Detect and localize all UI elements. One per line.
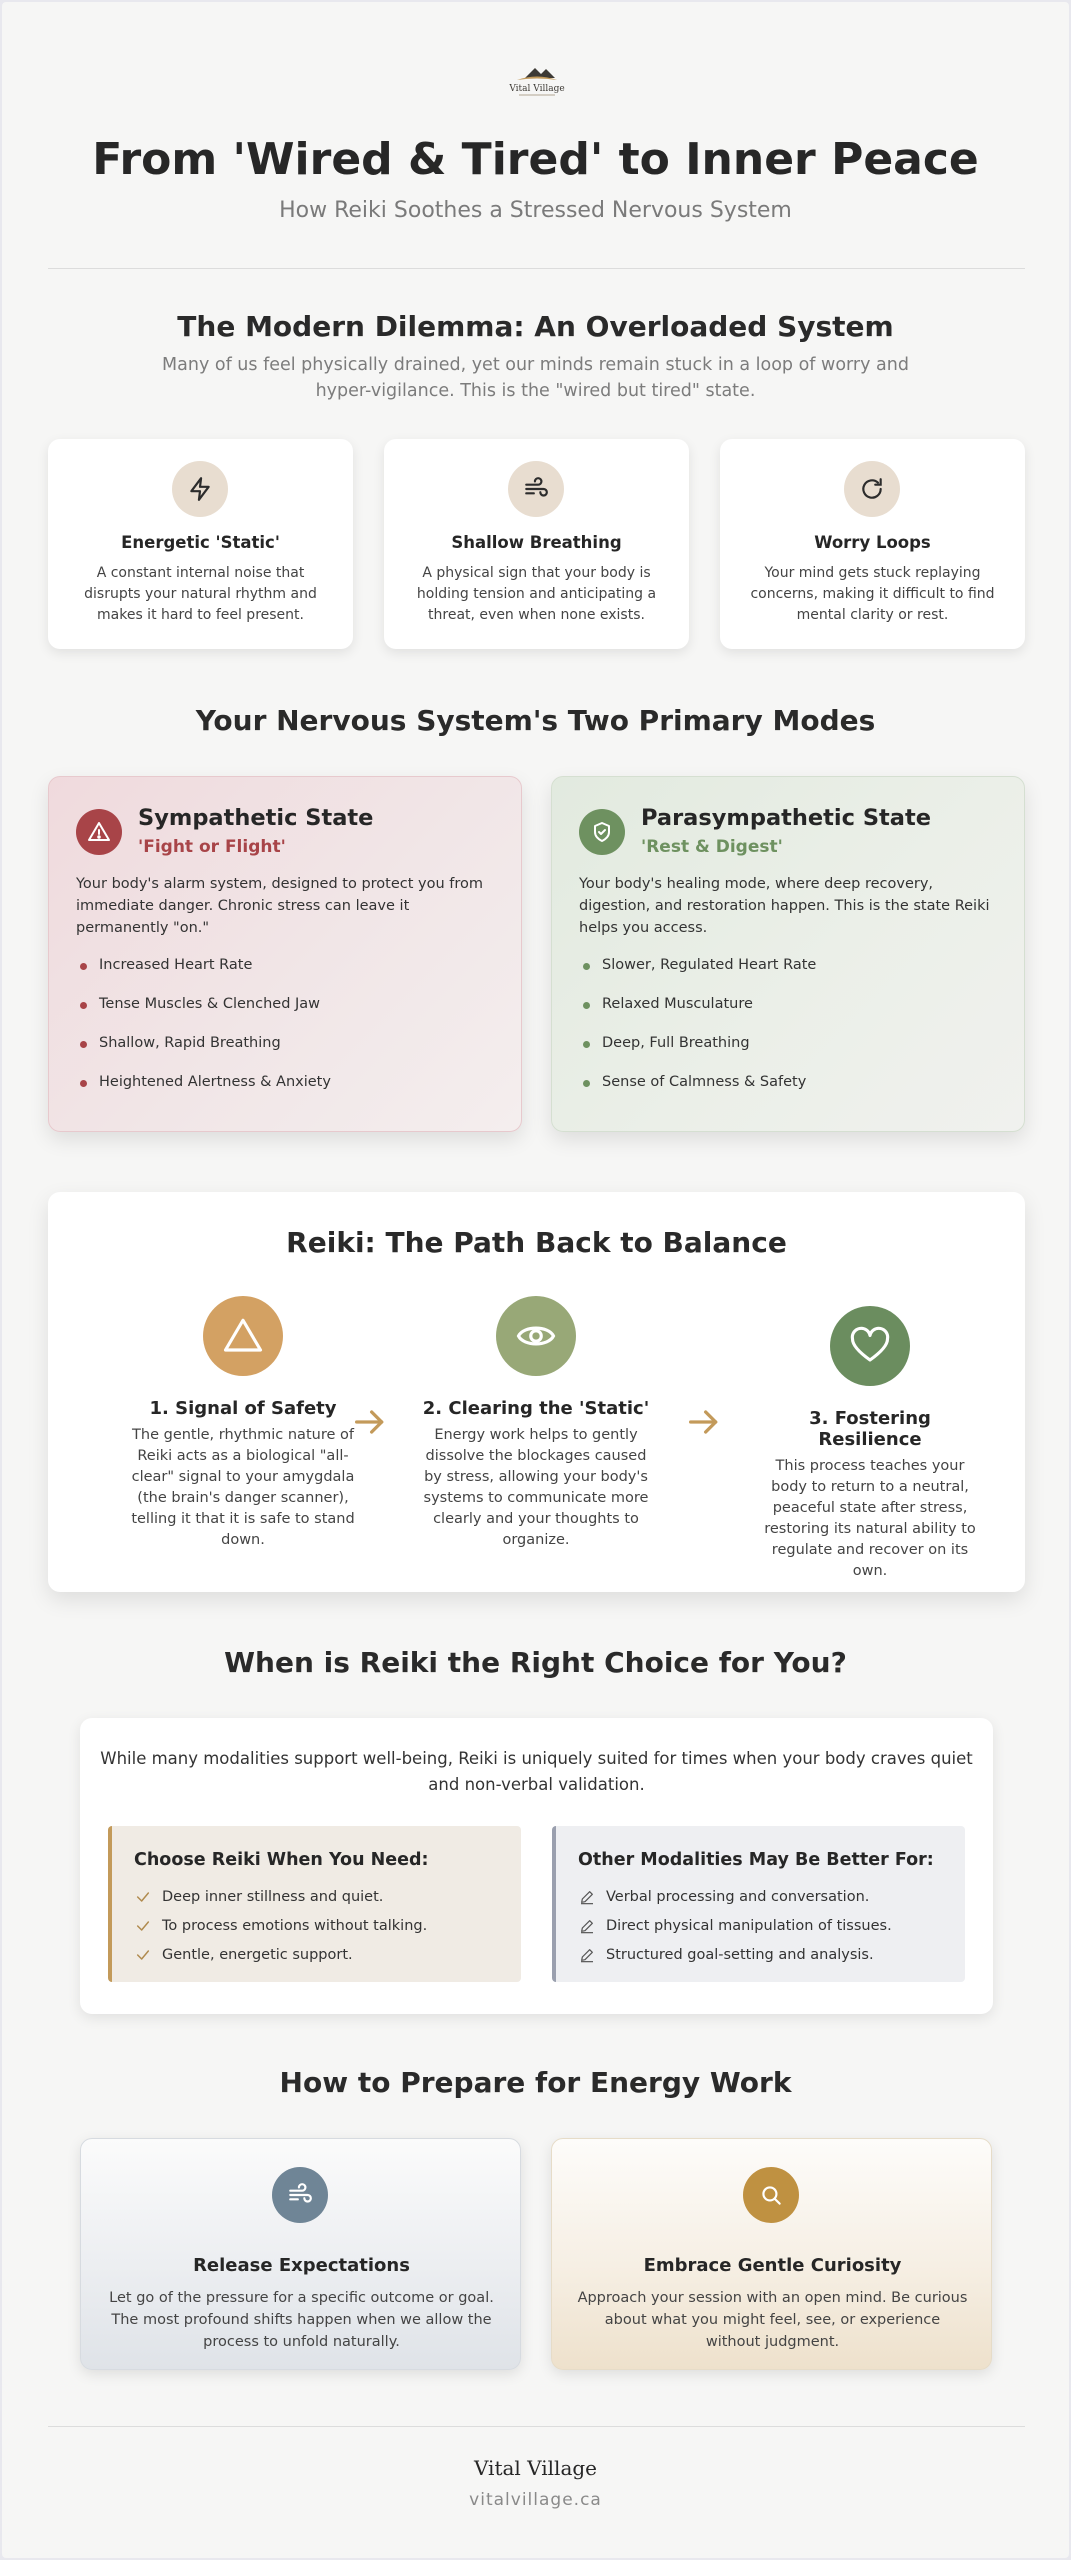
other-modalities-box xyxy=(552,1826,965,1982)
choice-lead: While many modalities support well-being, Reiki is uniquely suited for times when your body craves quiet and non-verbal validation. xyxy=(100,1749,973,1794)
wind-icon xyxy=(272,2167,328,2223)
parasympathetic-desc: Your body's healing mode, where deep recovery, digestion, and restoration happen. This is the state Reiki helps you access. xyxy=(579,876,990,936)
sympathetic-card xyxy=(48,776,522,1132)
dilemma-card-desc: A physical sign that your body is holding tension and anticipating a threat, even when none exists. xyxy=(416,565,657,623)
step-desc: Energy work helps to gently dissolve the blockages caused by stress, allowing your body's systems to communicate more clearly and your thoughts to organize. xyxy=(423,1427,649,1548)
prepare-card-title: Embrace Gentle Curiosity xyxy=(643,2255,902,2276)
eye-icon xyxy=(496,1296,576,1376)
choose-reiki-box xyxy=(108,1826,521,1982)
list-item: Relaxed Musculature xyxy=(579,996,816,1035)
dilemma-card-title: Worry Loops xyxy=(814,533,931,552)
list-item: To process emotions without talking. xyxy=(134,1911,427,1940)
list-item: Slower, Regulated Heart Rate xyxy=(579,957,816,996)
path-title: Reiki: The Path Back to Balance xyxy=(286,1226,787,1259)
list-item: Verbal processing and conversation. xyxy=(578,1882,892,1911)
dilemma-card-title: Energetic 'Static' xyxy=(121,533,280,552)
reiki-path-card xyxy=(48,1192,1025,1592)
vital-village-logo xyxy=(505,60,569,100)
check-icon xyxy=(134,1917,152,1935)
arrow-right-icon xyxy=(350,1402,390,1442)
list-item: Deep, Full Breathing xyxy=(579,1035,816,1074)
prepare-card-desc: Approach your session with an open mind. Be curious about what you might feel, see, or experience without judgment. xyxy=(577,2290,968,2350)
prepare-title: How to Prepare for Energy Work xyxy=(279,2066,792,2099)
step-signal-of-safety xyxy=(128,1296,358,1551)
page-title: From 'Wired & Tired' to Inner Peace xyxy=(92,134,979,185)
page xyxy=(2,2,1069,2558)
sympathetic-desc: Your body's alarm system, designed to protect you from immediate danger. Chronic stress can leave it permanently "on." xyxy=(76,876,484,936)
heart-icon xyxy=(830,1306,910,1386)
other-modalities-title: Other Modalities May Be Better For: xyxy=(578,1850,934,1870)
prepare-card-expectations xyxy=(80,2138,521,2370)
pencil-icon xyxy=(578,1888,596,1906)
pencil-icon xyxy=(578,1946,596,1964)
step-fostering-resilience xyxy=(755,1306,985,1582)
lightning-icon xyxy=(172,461,228,517)
arrow-right-icon xyxy=(684,1402,724,1442)
parasympathetic-title: Parasympathetic State xyxy=(641,805,931,831)
refresh-icon xyxy=(844,461,900,517)
sympathetic-title: Sympathetic State xyxy=(138,805,374,831)
choice-card xyxy=(80,1718,993,2014)
modes-title: Your Nervous System's Two Primary Modes xyxy=(195,704,876,737)
list-item: Sense of Calmness & Safety xyxy=(579,1074,816,1113)
footer-brand: Vital Village xyxy=(473,2456,598,2480)
parasympathetic-list xyxy=(579,957,816,1113)
shield-check-icon xyxy=(579,809,625,855)
list-item: Direct physical manipulation of tissues. xyxy=(578,1911,892,1940)
step-desc: This process teaches your body to return to a neutral, peaceful state after stress, restoring its natural ability to regulate and recover on its own. xyxy=(764,1458,976,1579)
header-divider xyxy=(48,268,1025,269)
choose-reiki-title: Choose Reiki When You Need: xyxy=(134,1850,429,1870)
dilemma-card-desc: Your mind gets stuck replaying concerns, making it difficult to find mental clarity or rest. xyxy=(750,565,995,623)
list-item: Deep inner stillness and quiet. xyxy=(134,1882,427,1911)
sympathetic-subtitle: 'Fight or Flight' xyxy=(138,837,286,857)
warning-icon xyxy=(76,809,122,855)
search-icon xyxy=(743,2167,799,2223)
list-item: Tense Muscles & Clenched Jaw xyxy=(76,996,331,1035)
list-item: Shallow, Rapid Breathing xyxy=(76,1035,331,1074)
check-icon xyxy=(134,1946,152,1964)
prepare-card-title: Release Expectations xyxy=(193,2255,410,2276)
list-item: Increased Heart Rate xyxy=(76,957,331,996)
step-title: 2. Clearing the 'Static' xyxy=(422,1398,650,1419)
parasympathetic-card xyxy=(551,776,1025,1132)
svg-text:Vital Village: Vital Village xyxy=(509,84,565,94)
dilemma-card-desc: A constant internal noise that disrupts your natural rhythm and makes it hard to feel present. xyxy=(84,565,317,623)
parasympathetic-subtitle: 'Rest & Digest' xyxy=(641,837,783,857)
step-title: 3. Fostering Resilience xyxy=(809,1408,931,1450)
dilemma-lead: Many of us feel physically drained, yet our minds remain stuck in a loop of worry and hyper-vigilance. This is the "wired but tired" state. xyxy=(162,355,909,401)
prepare-card-curiosity xyxy=(551,2138,992,2370)
list-item: Gentle, energetic support. xyxy=(134,1940,427,1969)
footer-divider xyxy=(48,2426,1025,2427)
wind-icon xyxy=(508,461,564,517)
list-item: Heightened Alertness & Anxiety xyxy=(76,1074,331,1113)
step-title: 1. Signal of Safety xyxy=(149,1398,337,1419)
dilemma-card-title: Shallow Breathing xyxy=(451,533,622,552)
page-subtitle: How Reiki Soothes a Stressed Nervous System xyxy=(279,198,792,223)
dilemma-card-breathing xyxy=(384,439,689,649)
check-icon xyxy=(134,1888,152,1906)
dilemma-card-worry xyxy=(720,439,1025,649)
list-item: Structured goal-setting and analysis. xyxy=(578,1940,892,1969)
triangle-icon xyxy=(203,1296,283,1376)
prepare-card-desc: Let go of the pressure for a specific outcome or goal. The most profound shifts happen when we allow the process to unfold naturally. xyxy=(109,2290,494,2350)
dilemma-title: The Modern Dilemma: An Overloaded System xyxy=(177,310,894,343)
choice-title: When is Reiki the Right Choice for You? xyxy=(224,1646,847,1679)
step-desc: The gentle, rhythmic nature of Reiki acts as a biological "all-clear" signal to your amygdala (the brain's danger scanner), telling it that it is safe to stand down. xyxy=(131,1427,355,1548)
sympathetic-list xyxy=(76,957,331,1113)
dilemma-card-static xyxy=(48,439,353,649)
step-clearing-static xyxy=(421,1296,651,1551)
pencil-icon xyxy=(578,1917,596,1935)
footer-url[interactable]: vitalvillage.ca xyxy=(469,2490,602,2510)
